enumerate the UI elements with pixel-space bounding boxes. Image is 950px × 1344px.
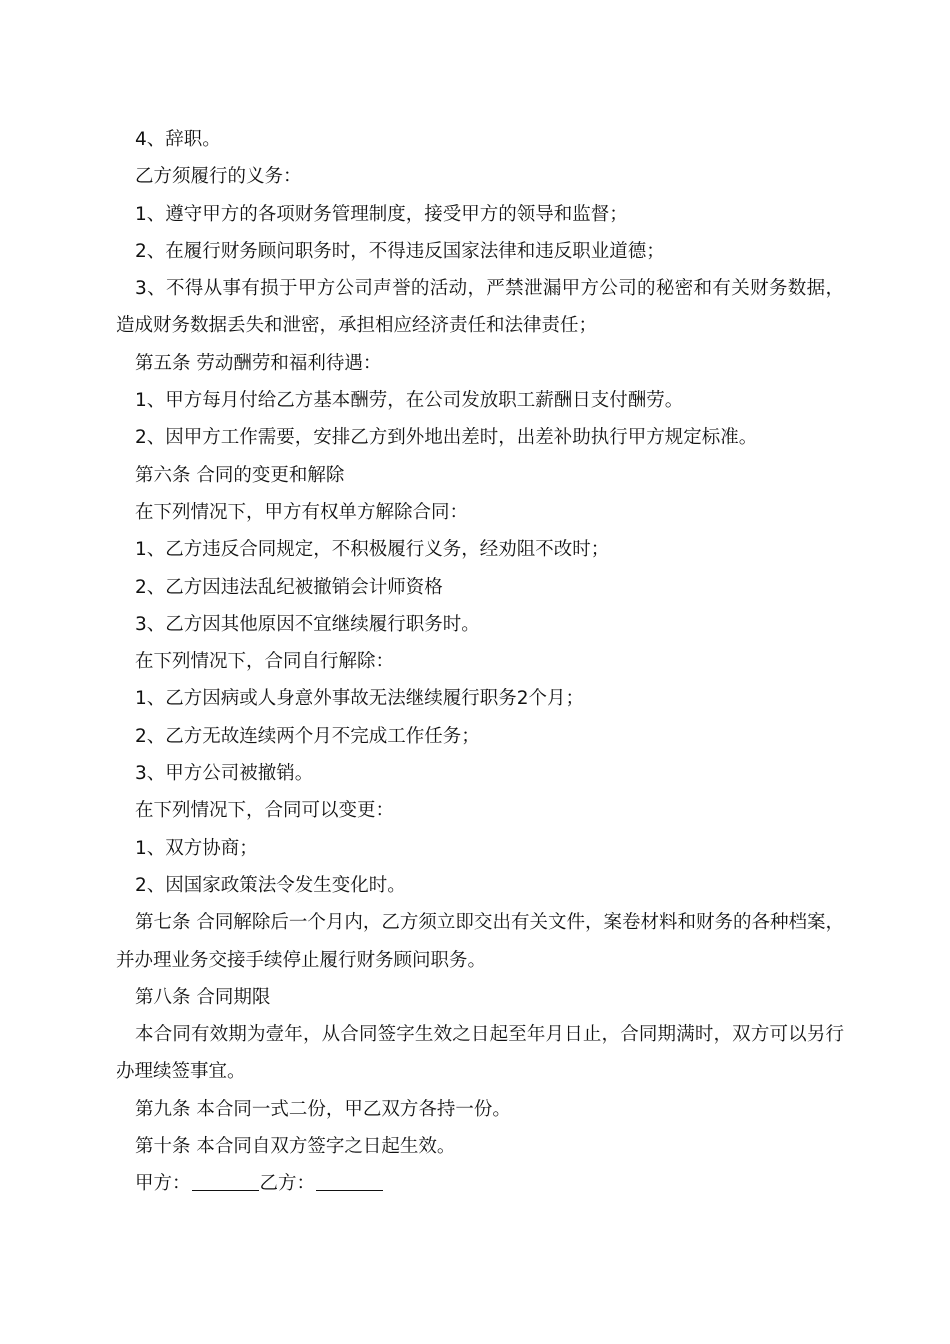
paragraph-automatic-termination: 在下列情况下，合同自行解除： [135,651,395,673]
paragraph-termination-a-2: 2、乙方因违法乱纪被撤销会计师资格 [135,576,443,598]
paragraph-salary-2: 2、因甲方工作需要，安排乙方到外地出差时，出差补助执行甲方规定标准。 [135,427,758,449]
article-5-heading: 第五条 劳动酬劳和福利待遇： [135,352,382,374]
paragraph-contract-change: 在下列情况下，合同可以变更： [135,800,395,822]
contract-body [116,121,844,1203]
party-a-label: 甲方： [135,1173,191,1195]
paragraph-termination-a-1: 1、乙方违反合同规定，不积极履行义务，经劝阻不改时； [135,539,610,561]
paragraph-change-1: 1、双方协商； [135,837,258,859]
article-6-heading: 第六条 合同的变更和解除 [135,464,345,486]
paragraph-auto-termination-3: 3、甲方公司被撤销。 [135,763,314,785]
article-8-heading: 第八条 合同期限 [135,986,271,1008]
paragraph-auto-termination-1: 1、乙方因病或人身意外事故无法继续履行职务2个月； [135,688,585,710]
paragraph-obligation-2: 2、在履行财务顾问职务时，不得违反国家法律和违反职业道德； [135,240,665,262]
signature-line [116,1165,844,1202]
party-b-label: 乙方： [259,1173,316,1195]
paragraph-termination-by-party-a: 在下列情况下，甲方有权单方解除合同： [135,501,469,523]
paragraph-auto-termination-2: 2、乙方无故连续两个月不完成工作任务； [135,725,480,747]
paragraph-salary-1: 1、甲方每月付给乙方基本酬劳，在公司发放职工薪酬日支付酬劳。 [135,390,684,412]
paragraph-termination-a-3: 3、乙方因其他原因不宜继续履行职务时。 [135,613,480,635]
article-10: 第十条 本合同自双方签字之日起生效。 [135,1136,456,1158]
party-b-signature-blank [316,1172,383,1191]
paragraph-contract-term: 本合同有效期为壹年，从合同签字生效之日起至年月日止，合同期满时，双方可以另行办理续签事宜。 [116,1024,844,1083]
party-a-signature-blank [192,1172,259,1191]
paragraph-obligation-3: 3、不得从事有损于甲方公司声誉的活动，严禁泄漏甲方公司的秘密和有关财务数据，造成财务数据丢失和泄密，承担相应经济责任和法律责任； [116,278,844,337]
article-7: 第七条 合同解除后一个月内，乙方须立即交出有关文件，案卷材料和财务的各种档案，并办理业务交接手续停止履行财务顾问职务。 [116,912,844,971]
article-9: 第九条 本合同一式二份，甲乙双方各持一份。 [135,1098,511,1120]
paragraph-resignation: 4、辞职。 [135,129,221,150]
paragraph-change-2: 2、因国家政策法令发生变化时。 [135,874,406,896]
paragraph-obligation-1: 1、遵守甲方的各项财务管理制度，接受甲方的领导和监督； [135,203,628,225]
paragraph-party-b-obligations-heading: 乙方须履行的义务： [135,166,302,188]
